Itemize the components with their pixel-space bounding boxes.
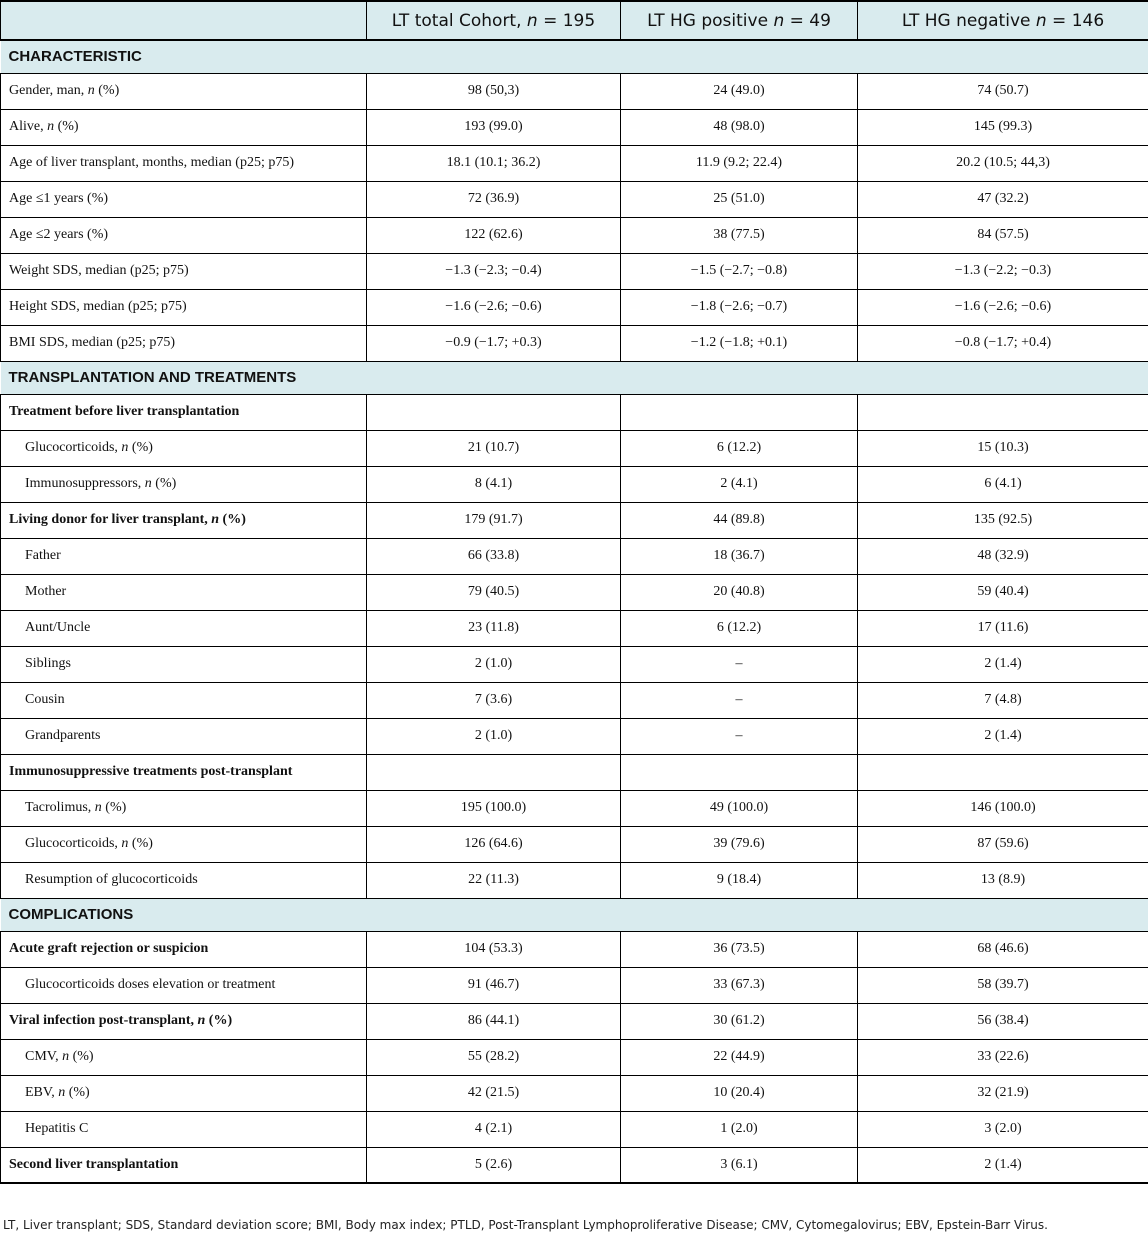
table-row [1, 574, 1148, 610]
cell-total-cohort: 193 (99.0) [367, 109, 621, 145]
cell-hg-positive: 36 (73.5) [621, 931, 858, 967]
cell-hg-negative: 58 (39.7) [858, 967, 1148, 1003]
table-row [1, 1111, 1148, 1147]
table-row [1, 1003, 1148, 1039]
row-label: Grandparents [1, 718, 367, 754]
table-row [1, 931, 1148, 967]
cell-total-cohort: 5 (2.6) [367, 1147, 621, 1183]
table-row [1, 466, 1148, 502]
table-row [1, 217, 1148, 253]
cell-hg-positive: – [621, 682, 858, 718]
table-row [1, 394, 1148, 430]
cell-total-cohort: 18.1 (10.1; 36.2) [367, 145, 621, 181]
cell-hg-positive: 48 (98.0) [621, 109, 858, 145]
cell-hg-negative: 87 (59.6) [858, 826, 1148, 862]
cell-hg-positive: 38 (77.5) [621, 217, 858, 253]
header-cell-label [1, 1, 367, 40]
cell-hg-positive: 18 (36.7) [621, 538, 858, 574]
cell-hg-negative: 33 (22.6) [858, 1039, 1148, 1075]
header-cell-hg-positive: LT HG positive n = 49 [621, 1, 858, 40]
cell-hg-negative: 84 (57.5) [858, 217, 1148, 253]
cell-hg-positive: 9 (18.4) [621, 862, 858, 898]
cell-hg-positive: 39 (79.6) [621, 826, 858, 862]
cell-hg-positive: 10 (20.4) [621, 1075, 858, 1111]
cell-hg-positive [621, 394, 858, 430]
row-label: Hepatitis C [1, 1111, 367, 1147]
cell-hg-negative: 2 (1.4) [858, 718, 1148, 754]
table-row [1, 790, 1148, 826]
cell-hg-negative: 59 (40.4) [858, 574, 1148, 610]
cell-hg-positive: – [621, 646, 858, 682]
cell-hg-negative [858, 754, 1148, 790]
table-header [1, 1, 1148, 40]
cell-hg-negative: −1.6 (−2.6; −0.6) [858, 289, 1148, 325]
cell-total-cohort: 98 (50,3) [367, 73, 621, 109]
cell-hg-positive: 44 (89.8) [621, 502, 858, 538]
table-row [1, 430, 1148, 466]
cell-hg-positive: 1 (2.0) [621, 1111, 858, 1147]
cell-hg-positive: 6 (12.2) [621, 610, 858, 646]
cell-hg-positive: 22 (44.9) [621, 1039, 858, 1075]
header-cell-hg-negative: LT HG negative n = 146 [858, 1, 1148, 40]
cell-total-cohort: 195 (100.0) [367, 790, 621, 826]
cell-hg-negative: 68 (46.6) [858, 931, 1148, 967]
cell-total-cohort: 91 (46.7) [367, 967, 621, 1003]
cell-total-cohort: 122 (62.6) [367, 217, 621, 253]
cell-hg-negative: 32 (21.9) [858, 1075, 1148, 1111]
cell-hg-positive: 24 (49.0) [621, 73, 858, 109]
table-row [1, 538, 1148, 574]
table-row [1, 718, 1148, 754]
cell-total-cohort [367, 754, 621, 790]
row-label: Second liver transplantation [1, 1147, 367, 1183]
cell-hg-negative: 13 (8.9) [858, 862, 1148, 898]
row-label: Immunosuppressors, n (%) [1, 466, 367, 502]
cell-total-cohort: −1.3 (−2.3; −0.4) [367, 253, 621, 289]
table-row [1, 610, 1148, 646]
row-label: EBV, n (%) [1, 1075, 367, 1111]
row-label: Cousin [1, 682, 367, 718]
cell-total-cohort: 179 (91.7) [367, 502, 621, 538]
row-label: Immunosuppressive treatments post-transplant [1, 754, 367, 790]
row-label: BMI SDS, median (p25; p75) [1, 325, 367, 361]
cell-hg-positive: – [621, 718, 858, 754]
cell-total-cohort: 2 (1.0) [367, 718, 621, 754]
row-label: Viral infection post-transplant, n (%) [1, 1003, 367, 1039]
cell-hg-positive: −1.5 (−2.7; −0.8) [621, 253, 858, 289]
cell-total-cohort: 7 (3.6) [367, 682, 621, 718]
row-label: CMV, n (%) [1, 1039, 367, 1075]
section-header-row [1, 898, 1148, 931]
table-row [1, 289, 1148, 325]
row-label: Mother [1, 574, 367, 610]
cell-hg-positive: 6 (12.2) [621, 430, 858, 466]
table-row [1, 1147, 1148, 1183]
cell-hg-positive: −1.2 (−1.8; +0.1) [621, 325, 858, 361]
row-label: Aunt/Uncle [1, 610, 367, 646]
row-label: Tacrolimus, n (%) [1, 790, 367, 826]
cell-hg-negative: −0.8 (−1.7; +0.4) [858, 325, 1148, 361]
table-row [1, 1075, 1148, 1111]
table-row [1, 73, 1148, 109]
cell-hg-positive: 11.9 (9.2; 22.4) [621, 145, 858, 181]
cell-total-cohort: 21 (10.7) [367, 430, 621, 466]
cell-total-cohort: 66 (33.8) [367, 538, 621, 574]
cell-hg-positive: 49 (100.0) [621, 790, 858, 826]
header-row [1, 1, 1148, 40]
cell-hg-negative: 145 (99.3) [858, 109, 1148, 145]
cell-hg-positive: −1.8 (−2.6; −0.7) [621, 289, 858, 325]
cell-total-cohort: 22 (11.3) [367, 862, 621, 898]
cell-total-cohort: 79 (40.5) [367, 574, 621, 610]
table-footnote: LT, Liver transplant; SDS, Standard deviation score; BMI, Body max index; PTLD, Post-Transplant Lymphoproliferative Disease; CMV, Cytomegalovirus; EBV, Epstein-Barr Virus. [3, 1218, 1048, 1232]
cell-total-cohort: 104 (53.3) [367, 931, 621, 967]
cell-hg-positive: 30 (61.2) [621, 1003, 858, 1039]
cell-hg-positive: 20 (40.8) [621, 574, 858, 610]
cell-total-cohort: 23 (11.8) [367, 610, 621, 646]
cell-total-cohort [367, 394, 621, 430]
section-title: TRANSPLANTATION AND TREATMENTS [1, 361, 1148, 394]
table-row [1, 109, 1148, 145]
section-title: COMPLICATIONS [1, 898, 1148, 931]
cell-hg-negative: 7 (4.8) [858, 682, 1148, 718]
row-label: Living donor for liver transplant, n (%) [1, 502, 367, 538]
cell-total-cohort: 72 (36.9) [367, 181, 621, 217]
table-row [1, 253, 1148, 289]
row-label: Siblings [1, 646, 367, 682]
table-row [1, 1039, 1148, 1075]
table-row [1, 646, 1148, 682]
cell-hg-positive: 25 (51.0) [621, 181, 858, 217]
row-label: Acute graft rejection or suspicion [1, 931, 367, 967]
cell-total-cohort: 2 (1.0) [367, 646, 621, 682]
cell-hg-negative: −1.3 (−2.2; −0.3) [858, 253, 1148, 289]
row-label: Age ≤1 years (%) [1, 181, 367, 217]
cell-hg-negative: 3 (2.0) [858, 1111, 1148, 1147]
cell-hg-negative [858, 394, 1148, 430]
row-label: Treatment before liver transplantation [1, 394, 367, 430]
row-label: Age ≤2 years (%) [1, 217, 367, 253]
cell-hg-negative: 146 (100.0) [858, 790, 1148, 826]
cell-hg-negative: 48 (32.9) [858, 538, 1148, 574]
row-label: Glucocorticoids doses elevation or treatment [1, 967, 367, 1003]
table-row [1, 967, 1148, 1003]
table-row [1, 145, 1148, 181]
cell-total-cohort: 55 (28.2) [367, 1039, 621, 1075]
cell-hg-negative: 2 (1.4) [858, 646, 1148, 682]
header-cell-total-cohort: LT total Cohort, n = 195 [367, 1, 621, 40]
table-row [1, 862, 1148, 898]
cell-hg-negative: 2 (1.4) [858, 1147, 1148, 1183]
cell-total-cohort: 8 (4.1) [367, 466, 621, 502]
row-label: Age of liver transplant, months, median (p25; p75) [1, 145, 367, 181]
section-title: CHARACTERISTIC [1, 40, 1148, 73]
table-row [1, 325, 1148, 361]
section-header-row [1, 40, 1148, 73]
cell-hg-negative: 6 (4.1) [858, 466, 1148, 502]
cell-hg-negative: 56 (38.4) [858, 1003, 1148, 1039]
row-label: Alive, n (%) [1, 109, 367, 145]
cell-total-cohort: 126 (64.6) [367, 826, 621, 862]
section-header-row [1, 361, 1148, 394]
cell-hg-positive [621, 754, 858, 790]
row-label: Weight SDS, median (p25; p75) [1, 253, 367, 289]
table-row [1, 754, 1148, 790]
table-body [1, 40, 1148, 1183]
cell-total-cohort: −1.6 (−2.6; −0.6) [367, 289, 621, 325]
cell-hg-positive: 2 (4.1) [621, 466, 858, 502]
cell-total-cohort: 86 (44.1) [367, 1003, 621, 1039]
cell-hg-negative: 20.2 (10.5; 44,3) [858, 145, 1148, 181]
row-label: Glucocorticoids, n (%) [1, 826, 367, 862]
row-label: Gender, man, n (%) [1, 73, 367, 109]
cell-hg-negative: 17 (11.6) [858, 610, 1148, 646]
cell-hg-negative: 15 (10.3) [858, 430, 1148, 466]
row-label: Height SDS, median (p25; p75) [1, 289, 367, 325]
row-label: Glucocorticoids, n (%) [1, 430, 367, 466]
cell-total-cohort: −0.9 (−1.7; +0.3) [367, 325, 621, 361]
row-label: Resumption of glucocorticoids [1, 862, 367, 898]
cell-hg-negative: 47 (32.2) [858, 181, 1148, 217]
table-row [1, 502, 1148, 538]
cell-hg-negative: 135 (92.5) [858, 502, 1148, 538]
table-row [1, 181, 1148, 217]
row-label: Father [1, 538, 367, 574]
cell-total-cohort: 4 (2.1) [367, 1111, 621, 1147]
table-row [1, 682, 1148, 718]
cell-hg-positive: 3 (6.1) [621, 1147, 858, 1183]
cell-hg-negative: 74 (50.7) [858, 73, 1148, 109]
cell-total-cohort: 42 (21.5) [367, 1075, 621, 1111]
table-row [1, 826, 1148, 862]
cell-hg-positive: 33 (67.3) [621, 967, 858, 1003]
